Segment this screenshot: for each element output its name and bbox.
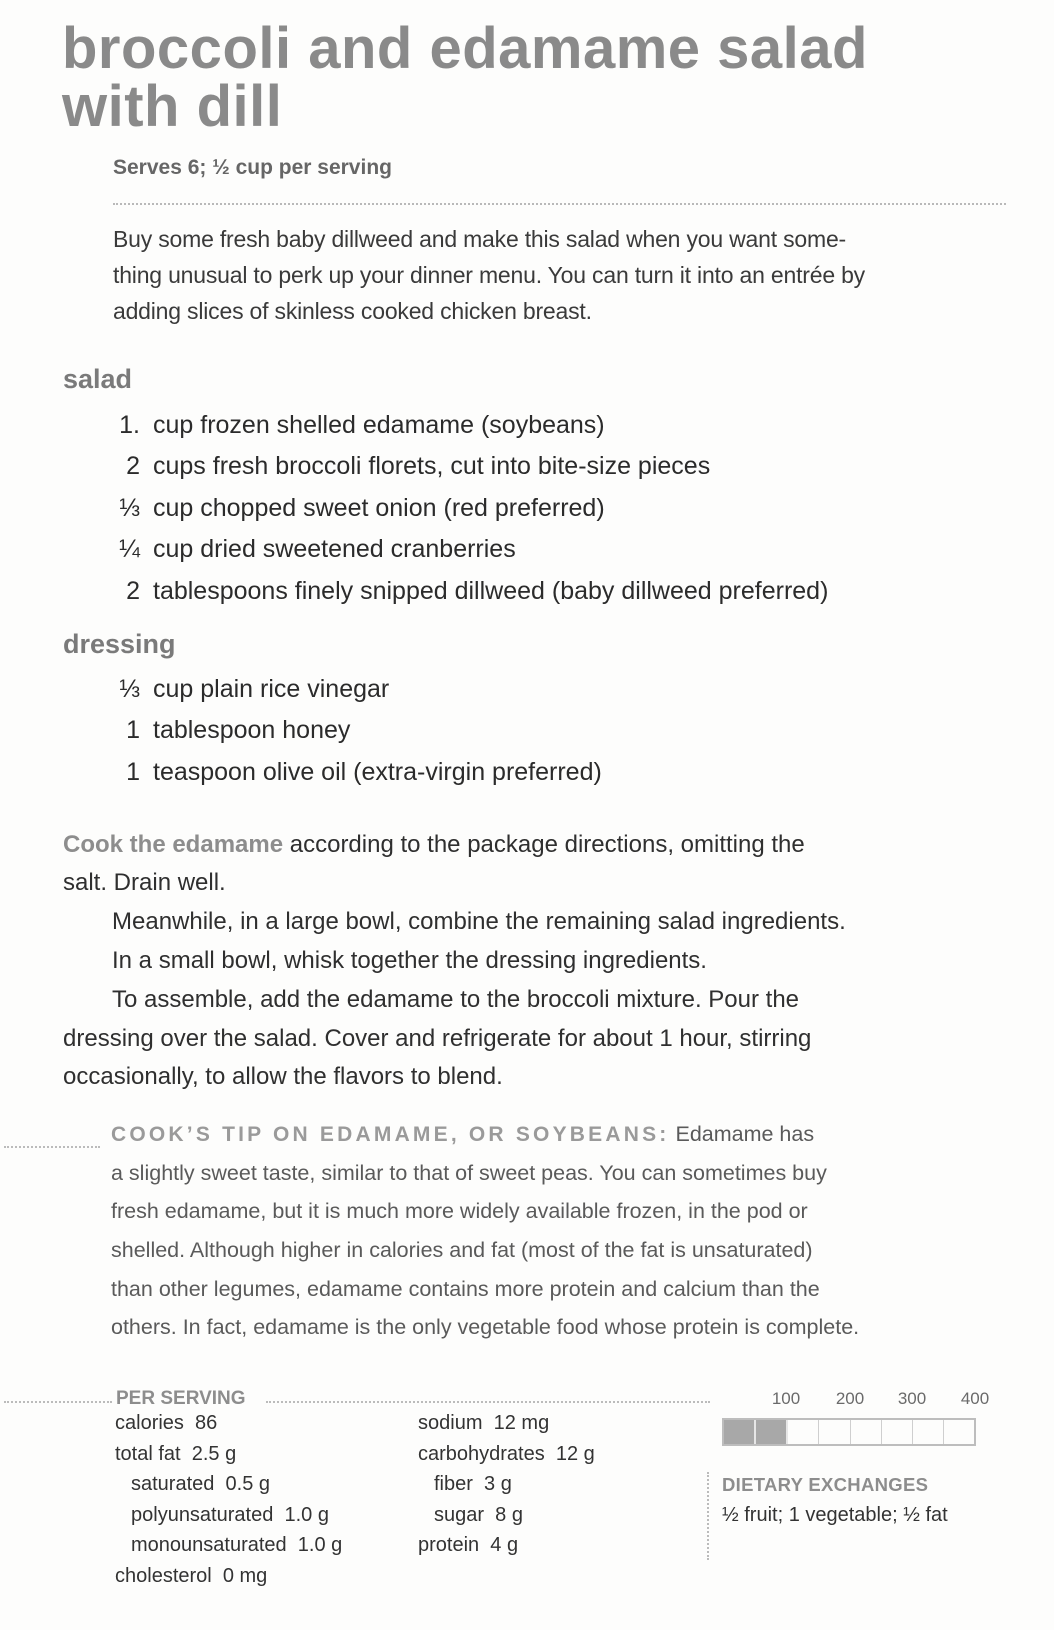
servings-info: Serves 6; ½ cup per serving: [113, 156, 392, 179]
exchanges-text: ½ fruit; 1 vegetable; ½ fat: [722, 1504, 948, 1526]
nutrition-label: sodium: [418, 1412, 483, 1434]
directions-line: In a small bowl, whisk together the dressing ingredients.: [112, 947, 707, 974]
nutrition-label: total fat: [115, 1442, 181, 1465]
directions-line: To assemble, add the edamame to the broccoli mixture. Pour the: [112, 986, 800, 1013]
nutrition-label: calories: [115, 1412, 184, 1434]
nutrition-label: protein: [418, 1534, 480, 1556]
ingredient-qty: ⅓: [119, 494, 140, 522]
tip-line: than other legumes, edamame contains more protein and calcium than the: [111, 1277, 820, 1301]
nutrition-row: [115, 1565, 267, 1588]
nutrition-value: 12 g: [555, 1442, 595, 1465]
nutrition-value: 0 mg: [222, 1564, 268, 1587]
nutrition-value: 2.5 g: [191, 1442, 237, 1465]
ingredient-qty: 1.: [119, 411, 140, 439]
calorie-bar-tick: 200: [835, 1389, 865, 1408]
nutrition-label: cholesterol: [115, 1564, 212, 1587]
nutrition-row: [115, 1412, 217, 1435]
nutrition-value: 86: [195, 1412, 218, 1434]
intro-line: adding slices of skinless cooked chicken breast.: [113, 298, 592, 324]
tip-divider: [4, 1146, 100, 1148]
tip-line: shelled. Although higher in calories and fat (most of the fat is unsaturated): [111, 1238, 813, 1262]
calorie-bar-tick: 300: [897, 1389, 927, 1408]
nutrition-value: 3 g: [484, 1473, 512, 1495]
tip-line: fresh edamame, but it is much more widely available frozen, in the pod or: [111, 1199, 808, 1223]
nutrition-row: [418, 1443, 595, 1466]
nutrition-label: polyunsaturated: [131, 1503, 274, 1526]
ingredient-qty: 1: [126, 716, 140, 744]
nutrition-label: monounsaturated: [131, 1534, 287, 1556]
exchanges-divider: [707, 1472, 709, 1560]
exchanges-heading: DIETARY EXCHANGES: [722, 1474, 929, 1495]
calorie-bar-cell-filled: [756, 1420, 788, 1444]
nutrition-value: 0.5 g: [225, 1473, 270, 1495]
nutrition-label: fiber: [434, 1473, 473, 1495]
nutrition-row: [131, 1534, 342, 1557]
ingredient-text: tablespoons finely snipped dillweed (baby dillweed preferred): [153, 577, 829, 605]
nutrition-row: [131, 1504, 329, 1527]
tip-line: others. In fact, edamame is the only vegetable food whose protein is complete.: [111, 1315, 860, 1339]
nutrition-label: saturated: [131, 1473, 215, 1495]
calorie-bar-cell-empty: [882, 1420, 913, 1444]
directions-lead: Cook the edamame: [63, 831, 284, 858]
ingredient-text: teaspoon olive oil (extra-virgin preferred): [153, 758, 602, 786]
nutrition-row: [131, 1473, 270, 1496]
tip-heading: COOK’S TIP ON EDAMAME, OR SOYBEANS:: [111, 1123, 670, 1146]
calorie-bar-tick: 400: [960, 1389, 990, 1408]
section-heading-salad: salad: [63, 364, 133, 394]
directions-line: salt. Drain well.: [63, 869, 226, 896]
nutrition-value: 4 g: [490, 1534, 519, 1556]
calorie-bar-cell-empty: [944, 1420, 974, 1444]
calorie-bar-cell-empty: [913, 1420, 944, 1444]
directions-line: occasionally, to allow the flavors to blend.: [63, 1063, 503, 1090]
nutrition-divider: [266, 1401, 710, 1403]
ingredient-text: cup chopped sweet onion (red preferred): [153, 494, 605, 522]
tip-text: Edamame has: [669, 1122, 815, 1146]
nutrition-value: 12 mg: [493, 1412, 550, 1434]
calorie-bar-cell-filled: [724, 1420, 756, 1444]
directions-line: Meanwhile, in a large bowl, combine the remaining salad ingredients.: [112, 908, 846, 935]
nutrition-row: [418, 1534, 518, 1557]
divider: [113, 203, 1006, 205]
directions-line: dressing over the salad. Cover and refrigerate for about 1 hour, stirring: [63, 1025, 812, 1052]
calorie-bar-cell-empty: [819, 1420, 850, 1444]
nutrition-value: 1.0 g: [284, 1503, 329, 1526]
ingredient-qty: 2: [126, 577, 140, 605]
nutrition-row: [418, 1412, 549, 1435]
nutrition-row: [434, 1504, 523, 1527]
ingredient-text: cup frozen shelled edamame (soybeans): [153, 411, 605, 439]
nutrition-label: sugar: [434, 1503, 485, 1526]
directions-text: according to the package directions, omitting the: [283, 831, 805, 858]
calorie-bar-tick: 100: [771, 1389, 801, 1408]
ingredient-text: cup dried sweetened cranberries: [153, 535, 516, 563]
recipe-title-line-2: with dill: [62, 74, 283, 139]
nutrition-row: [115, 1443, 236, 1466]
ingredient-qty: ⅓: [119, 675, 140, 703]
ingredient-qty: ¼: [119, 535, 140, 563]
ingredient-qty: 1: [126, 758, 140, 786]
calorie-bar: [722, 1418, 976, 1446]
tip-line: a slightly sweet taste, similar to that of sweet peas. You can sometimes buy: [111, 1161, 827, 1185]
recipe-title-line-1: broccoli and edamame salad: [62, 16, 868, 81]
nutrition-divider: [4, 1401, 112, 1403]
ingredient-qty: 2: [126, 452, 140, 480]
intro-line: thing unusual to perk up your dinner menu. You can turn it into an entrée by: [113, 262, 865, 288]
calorie-bar-cell-empty: [788, 1420, 819, 1444]
section-heading-dressing: dressing: [63, 629, 176, 659]
ingredient-text: tablespoon honey: [153, 716, 351, 744]
ingredient-text: cups fresh broccoli florets, cut into bite-size pieces: [153, 452, 711, 480]
nutrition-value: 8 g: [495, 1503, 523, 1526]
intro-line: Buy some fresh baby dillweed and make this salad when you want some-: [113, 226, 847, 252]
ingredient-text: cup plain rice vinegar: [153, 675, 390, 703]
calorie-bar-cell-empty: [851, 1420, 882, 1444]
nutrition-row: [434, 1473, 512, 1496]
tip-line: [111, 1122, 814, 1147]
nutrition-label: carbohydrates: [418, 1442, 545, 1465]
nutrition-heading: PER SERVING: [116, 1388, 246, 1409]
nutrition-value: 1.0 g: [297, 1534, 343, 1556]
directions-line: [63, 831, 805, 859]
